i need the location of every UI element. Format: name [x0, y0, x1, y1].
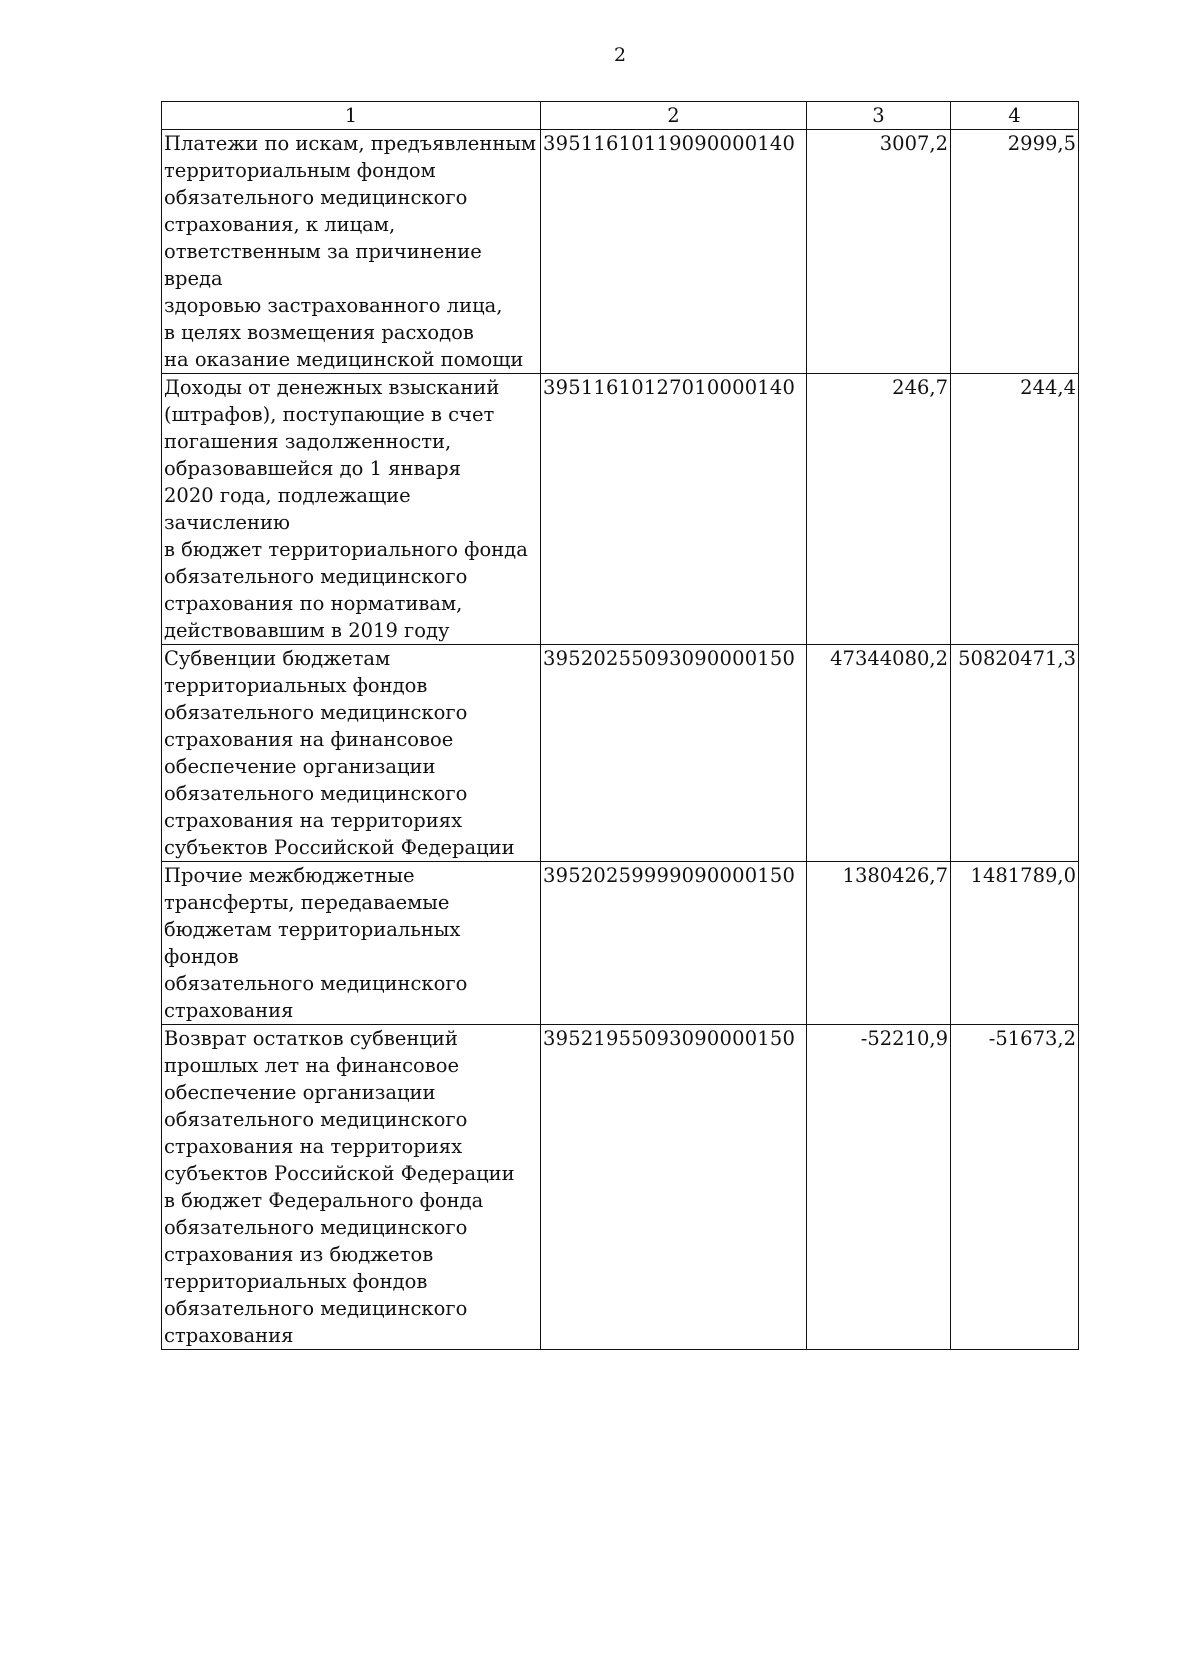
budget-code: 39521955093090000150 — [541, 1025, 807, 1350]
amount-column-3: 3007,2 — [807, 130, 951, 374]
table-row — [162, 1025, 1079, 1350]
revenue-name: Платежи по искам, предъявленным территориальным фондом обязательного медицинского страхования, к лицам, ответственным за причинение вреда здоровью застрахованного лица, в целях возмещения расходов на оказание медицинской помощи — [162, 130, 541, 374]
amount-column-3: -52210,9 — [807, 1025, 951, 1350]
budget-code: 39520259999090000150 — [541, 862, 807, 1025]
amount-column-3: 246,7 — [807, 374, 951, 645]
amount-column-3: 47344080,2 — [807, 645, 951, 862]
table-row — [162, 374, 1079, 645]
amount-column-4: 2999,5 — [951, 130, 1079, 374]
column-header-2: 2 — [541, 102, 807, 130]
column-header-1: 1 — [162, 102, 541, 130]
page-number: 2 — [613, 44, 627, 66]
revenue-name: Субвенции бюджетам территориальных фондов обязательного медицинского страхования на финансовое обеспечение организации обязательного медицинского страхования на территориях субъектов Российской Федерации — [162, 645, 541, 862]
table-row — [162, 645, 1079, 862]
amount-column-4: -51673,2 — [951, 1025, 1079, 1350]
amount-column-3: 1380426,7 — [807, 862, 951, 1025]
budget-revenue-table — [161, 101, 1079, 1350]
revenue-name: Доходы от денежных взысканий (штрафов), поступающие в счет погашения задолженности, образовавшейся до 1 января 2020 года, подлежащие зачислению в бюджет территориального фонда обязательного медицинского страхования по нормативам, действовавшим в 2019 году — [162, 374, 541, 645]
amount-column-4: 244,4 — [951, 374, 1079, 645]
budget-code: 39511610127010000140 — [541, 374, 807, 645]
table-row — [162, 862, 1079, 1025]
column-header-3: 3 — [807, 102, 951, 130]
amount-column-4: 1481789,0 — [951, 862, 1079, 1025]
column-number-row — [162, 102, 1079, 130]
revenue-name: Возврат остатков субвенций прошлых лет на финансовое обеспечение организации обязательного медицинского страхования на территориях субъектов Российской Федерации в бюджет Федерального фонда обязательного медицинского страхования из бюджетов территориальных фондов обязательного медицинского страхования — [162, 1025, 541, 1350]
budget-code: 39511610119090000140 — [541, 130, 807, 374]
table-row — [162, 130, 1079, 374]
revenue-name: Прочие межбюджетные трансферты, передаваемые бюджетам территориальных фондов обязательного медицинского страхования — [162, 862, 541, 1025]
column-header-4: 4 — [951, 102, 1079, 130]
budget-code: 39520255093090000150 — [541, 645, 807, 862]
amount-column-4: 50820471,3 — [951, 645, 1079, 862]
